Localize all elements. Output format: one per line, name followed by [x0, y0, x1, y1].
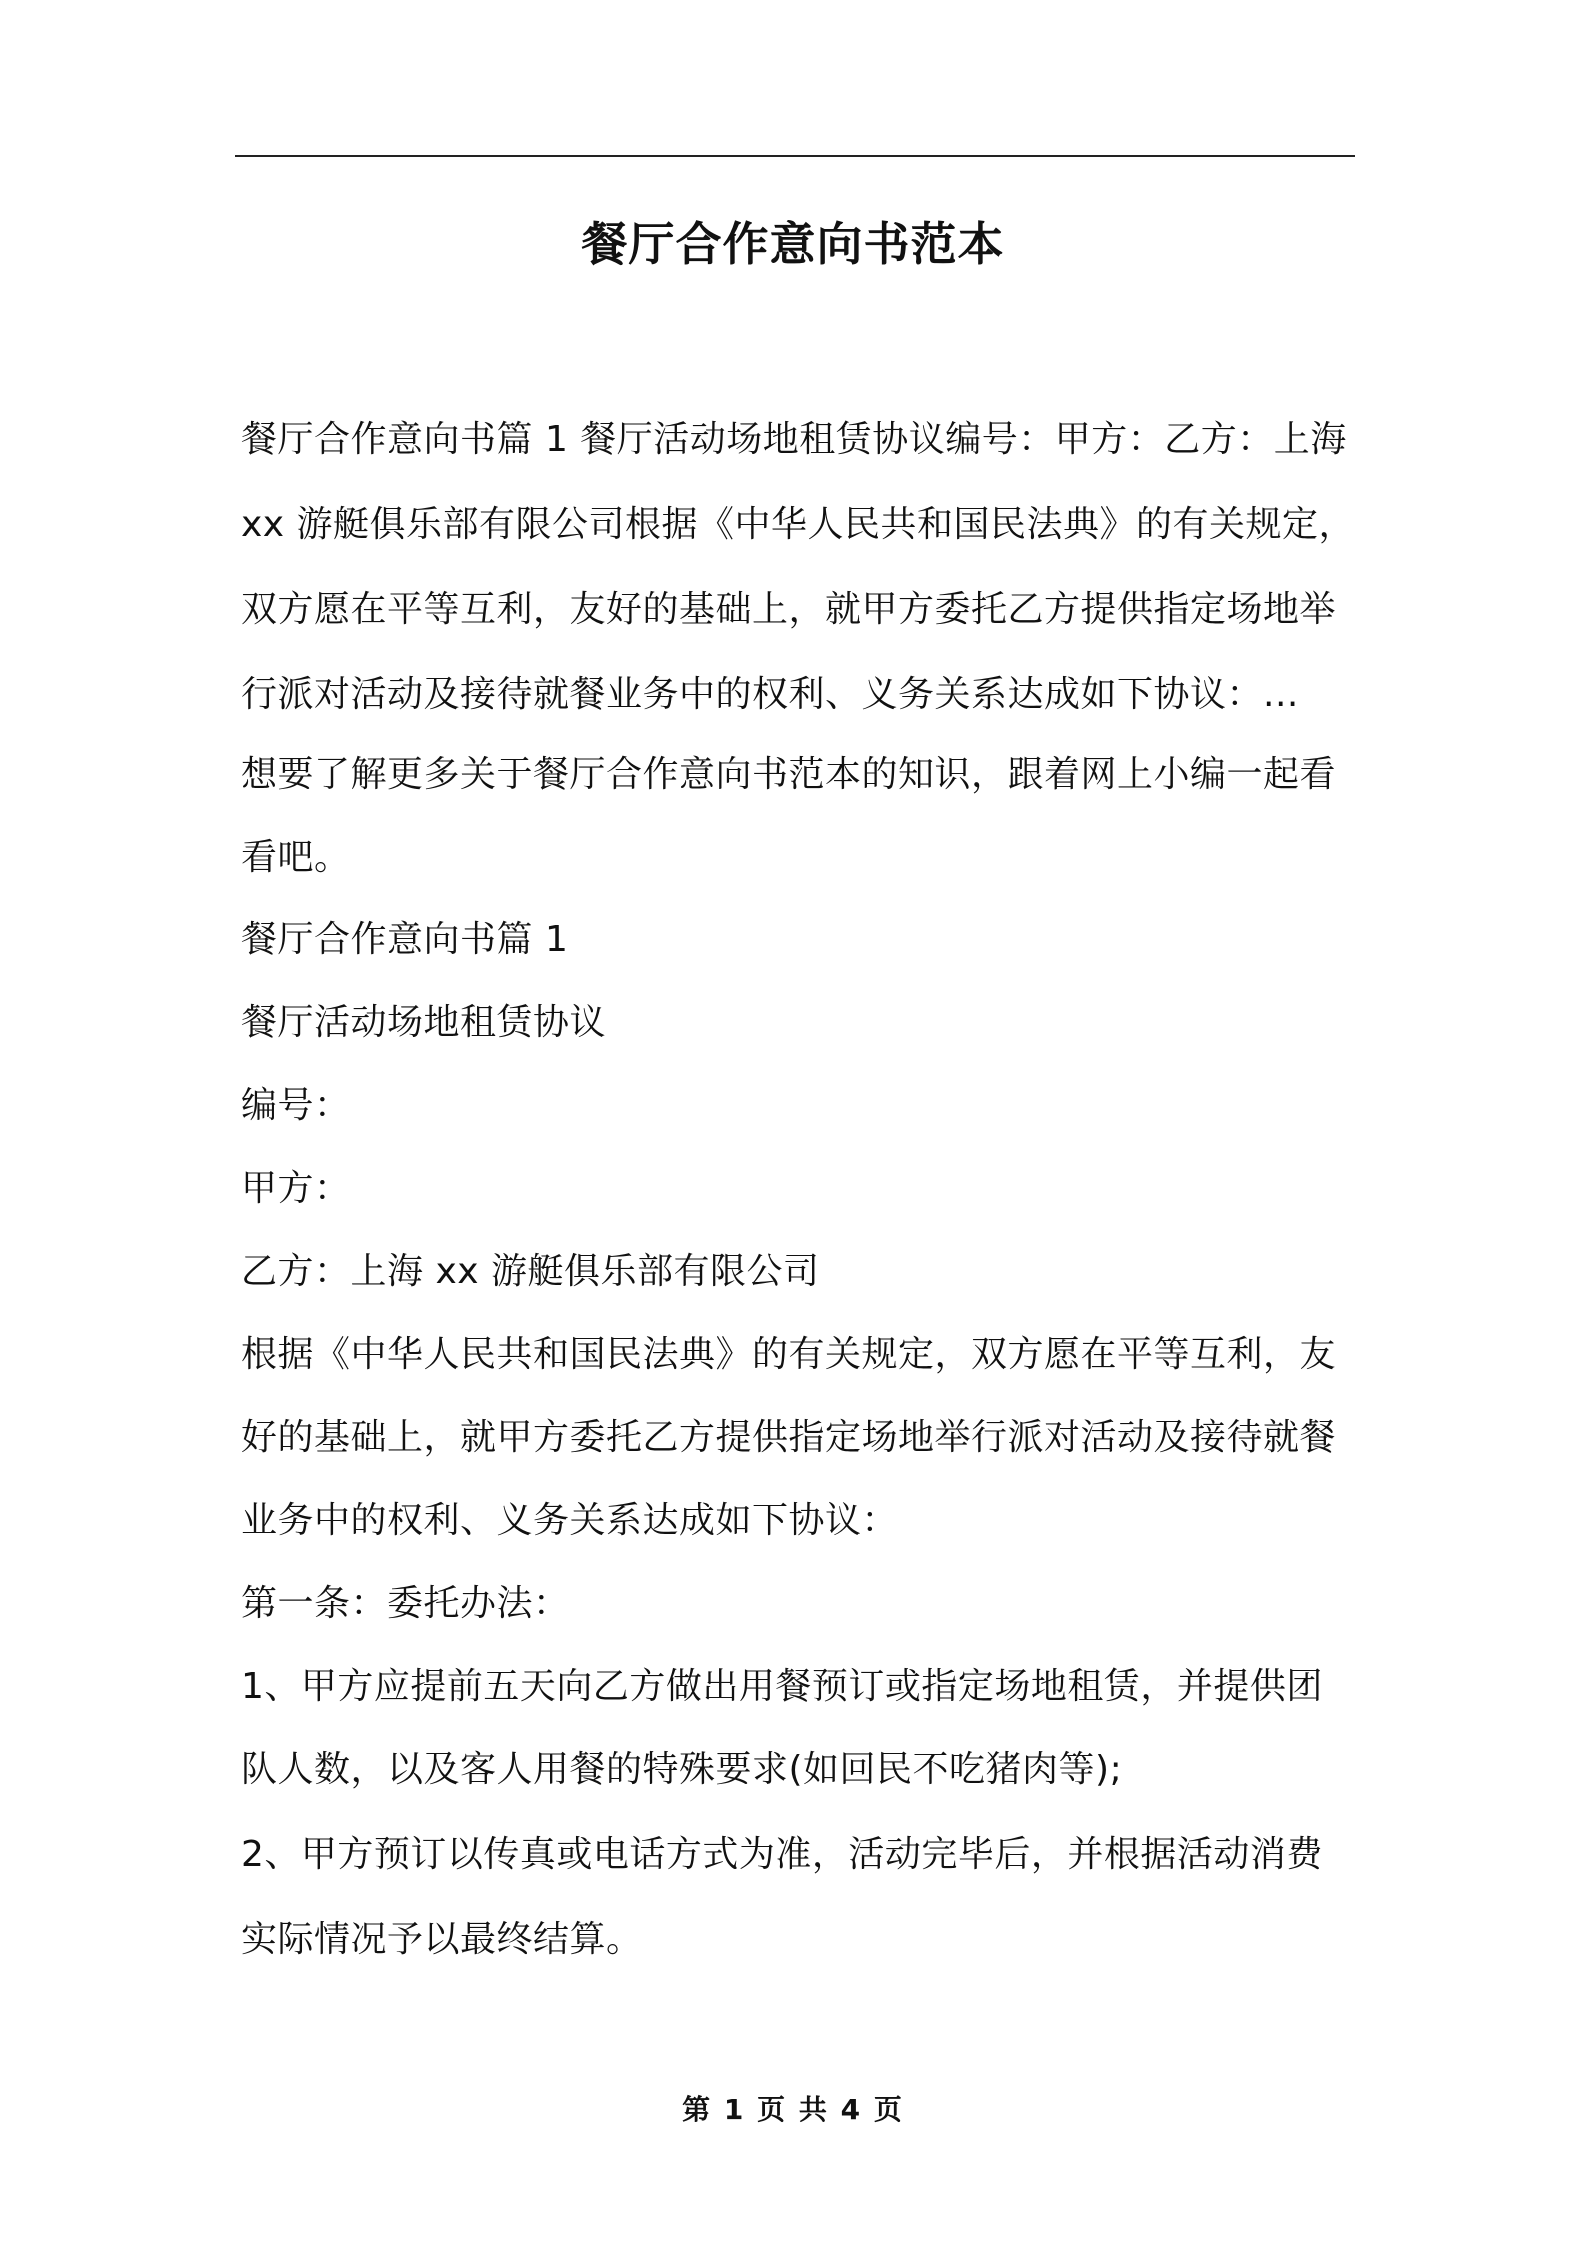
- intro-line-3: 双方愿在平等互利，友好的基础上，就甲方委托乙方提供指定场地举: [241, 589, 1337, 630]
- basis-line-3: 业务中的权利、义务关系达成如下协议：: [241, 1500, 899, 1541]
- basis-line-2: 好的基础上，就甲方委托乙方提供指定场地举行派对活动及接待就餐: [241, 1417, 1337, 1458]
- agreement-number-label: 编号：: [241, 1085, 351, 1126]
- item-1-line-1: 1、甲方应提前五天向乙方做出用餐预订或指定场地租赁，并提供团: [241, 1666, 1323, 1707]
- item-2-line-2: 实际情况予以最终结算。: [241, 1919, 643, 1960]
- header-rule: [235, 155, 1355, 157]
- intro-line-2: xx 游艇俱乐部有限公司根据《中华人民共和国民法典》的有关规定，: [241, 504, 1356, 545]
- article-1-heading: 第一条：委托办法：: [241, 1583, 570, 1624]
- document-title: 餐厅合作意向书范本: [581, 217, 1005, 271]
- party-a-label: 甲方：: [241, 1168, 351, 1209]
- party-b-label: 乙方：上海 xx 游艇俱乐部有限公司: [241, 1251, 820, 1292]
- intro-line-6: 看吧。: [241, 837, 351, 878]
- intro-line-1: 餐厅合作意向书篇 1 餐厅活动场地租赁协议编号：甲方：乙方：上海: [241, 419, 1347, 460]
- page-number-label: 第 1 页 共 4 页: [682, 2093, 904, 2126]
- intro-line-4: 行派对活动及接待就餐业务中的权利、义务关系达成如下协议：...: [241, 674, 1299, 715]
- agreement-name: 餐厅活动场地租赁协议: [241, 1002, 607, 1043]
- basis-line-1: 根据《中华人民共和国民法典》的有关规定，双方愿在平等互利，友: [241, 1334, 1337, 1375]
- page-footer: [0, 2092, 1586, 2128]
- section-heading: 餐厅合作意向书篇 1: [241, 919, 569, 960]
- intro-line-5: 想要了解更多关于餐厅合作意向书范本的知识，跟着网上小编一起看: [241, 754, 1337, 795]
- item-2-line-1: 2、甲方预订以传真或电话方式为准，活动完毕后，并根据活动消费: [241, 1834, 1323, 1875]
- item-1-line-2: 队人数，以及客人用餐的特殊要求(如回民不吃猪肉等);: [241, 1749, 1123, 1790]
